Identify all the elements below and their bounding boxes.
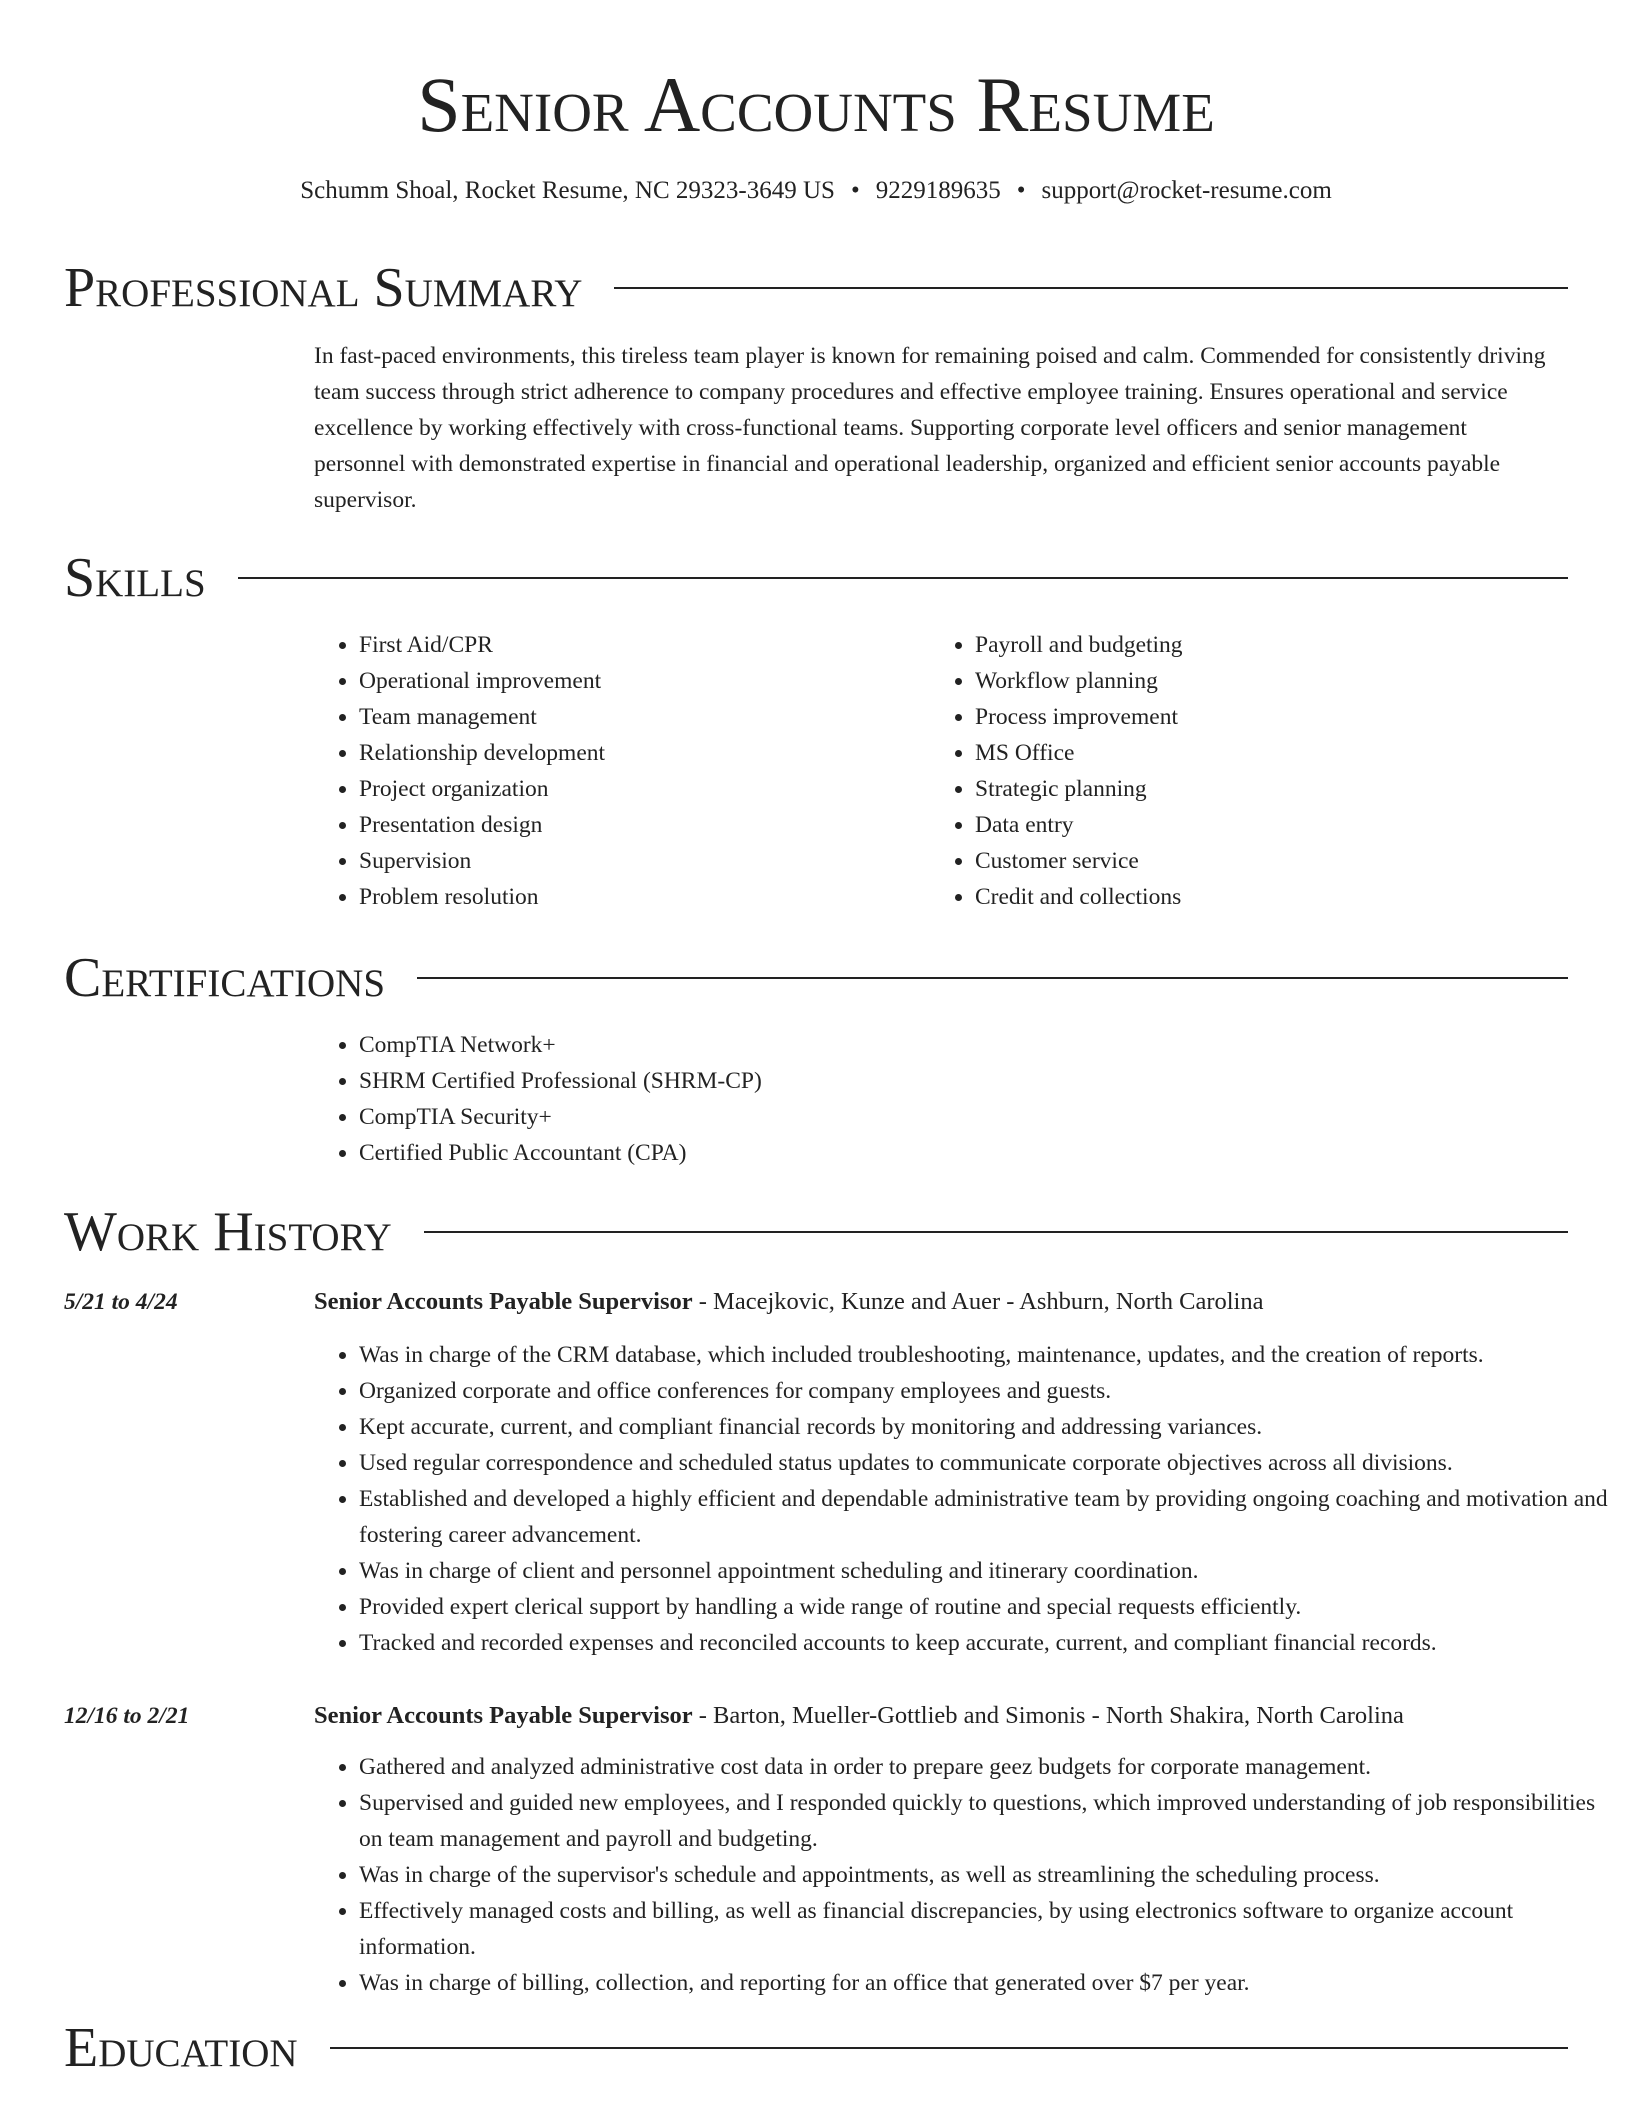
responsibility-item: • Was in charge of client and personnel appointment scheduling and itinerary coordination. [359, 1553, 1619, 1589]
resume-title: Senior Accounts Resume [417, 61, 1215, 148]
section-education [64, 2018, 1568, 2078]
responsibility-item: • Supervised and guided new employees, and I responded quickly to questions, which improved understanding of job responsibilities on team management and payroll and budgeting. [359, 1785, 1619, 1857]
skill-item: • Relationship development [359, 735, 919, 771]
contact-email: support@rocket-resume.com [1041, 177, 1332, 204]
section-title: Professional Summary [64, 257, 583, 319]
certifications-list [315, 1027, 1559, 1171]
section-professional-summary [64, 258, 1568, 318]
certification-item: • Certified Public Accountant (CPA) [359, 1135, 1559, 1171]
job-responsibilities [315, 1749, 1619, 2001]
certification-item: • CompTIA Security+ [359, 1099, 1559, 1135]
certification-item: • SHRM Certified Professional (SHRM-CP) [359, 1063, 1559, 1099]
job-role: Senior Accounts Payable Supervisor [314, 1288, 693, 1315]
certification-item: • CompTIA Network+ [359, 1027, 1559, 1063]
skill-item: • Process improvement [975, 699, 1535, 735]
section-title: Education [64, 2017, 298, 2079]
skill-item: • MS Office [975, 735, 1535, 771]
section-divider [614, 287, 1568, 289]
job-heading [314, 1286, 1263, 1318]
section-divider [238, 577, 1568, 579]
summary-text: In fast-paced environments, this tireless team player is known for remaining poised and calm. Commended for consistently driving team success through strict adherence to company procedures and effective employee training. Ensures operational and service excellence by working effectively with cross-functional teams. Supporting corporate level officers and senior management personnel with demonstrated expertise in financial and operational leadership, organized and efficient senior accounts payable supervisor. [314, 343, 1546, 513]
skill-item: • Workflow planning [975, 663, 1535, 699]
responsibility-item: • Was in charge of billing, collection, and reporting for an office that generated over $7 per year. [359, 1965, 1619, 2001]
skill-item: • Problem resolution [359, 879, 919, 915]
job-company-location: - Macejkovic, Kunze and Auer - Ashburn, North Carolina [692, 1288, 1264, 1315]
responsibility-item: • Gathered and analyzed administrative cost data in order to prepare geez budgets for corporate management. [359, 1749, 1619, 1785]
section-title: Work History [64, 1201, 392, 1263]
section-divider [417, 977, 1568, 979]
skills-list-left [315, 627, 919, 915]
responsibility-item: • Provided expert clerical support by handling a wide range of routine and special requests efficiently. [359, 1589, 1619, 1625]
skill-item: • Payroll and budgeting [975, 627, 1535, 663]
skill-item: • Presentation design [359, 807, 919, 843]
skill-item: • Strategic planning [975, 771, 1535, 807]
responsibility-item: • Was in charge of the supervisor's schedule and appointments, as well as streamlining the scheduling process. [359, 1857, 1619, 1893]
responsibility-item: • Organized corporate and office conferences for company employees and guests. [359, 1373, 1619, 1409]
contact-address: Schumm Shoal, Rocket Resume, NC 29323-3649 US [300, 177, 835, 204]
skill-item: • First Aid/CPR [359, 627, 919, 663]
responsibility-item: • Tracked and recorded expenses and reconciled accounts to keep accurate, current, and compliant financial records. [359, 1625, 1619, 1661]
section-title: Certifications [64, 947, 386, 1009]
skill-item: • Team management [359, 699, 919, 735]
skills-list-right [931, 627, 1535, 915]
responsibility-item: • Effectively managed costs and billing, as well as financial discrepancies, by using electronics software to organize account information. [359, 1893, 1619, 1965]
responsibility-item: • Was in charge of the CRM database, which included troubleshooting, maintenance, updates, and the creation of reports. [359, 1337, 1619, 1373]
skill-item: • Supervision [359, 843, 919, 879]
job-responsibilities [315, 1337, 1619, 1661]
section-title: Skills [64, 547, 206, 609]
skill-item: • Operational improvement [359, 663, 919, 699]
responsibility-item: • Used regular correspondence and scheduled status updates to communicate corporate objectives across all divisions. [359, 1445, 1619, 1481]
skill-item: • Data entry [975, 807, 1535, 843]
contact-separator: • [1016, 177, 1026, 204]
responsibility-item: • Kept accurate, current, and compliant financial records by monitoring and addressing variances. [359, 1409, 1619, 1445]
contact-line [0, 176, 1632, 206]
skill-item: • Credit and collections [975, 879, 1535, 915]
section-divider [330, 2047, 1568, 2049]
job-heading [314, 1700, 1404, 1732]
contact-phone: 9229189635 [875, 177, 1001, 204]
responsibility-item: • Established and developed a highly efficient and dependable administrative team by providing ongoing coaching and motivation and fostering career advancement. [359, 1481, 1619, 1553]
job-role: Senior Accounts Payable Supervisor [314, 1702, 693, 1729]
section-certifications [64, 948, 1568, 1008]
skill-item: • Project organization [359, 771, 919, 807]
job-dates: 12/16 to 2/21 [64, 1703, 190, 1729]
section-skills [64, 548, 1568, 608]
contact-separator: • [850, 177, 860, 204]
section-work-history [64, 1202, 1568, 1262]
job-dates: 5/21 to 4/24 [64, 1289, 178, 1315]
skill-item: • Customer service [975, 843, 1535, 879]
section-divider [424, 1231, 1568, 1233]
job-company-location: - Barton, Mueller-Gottlieb and Simonis - North Shakira, North Carolina [692, 1702, 1404, 1729]
